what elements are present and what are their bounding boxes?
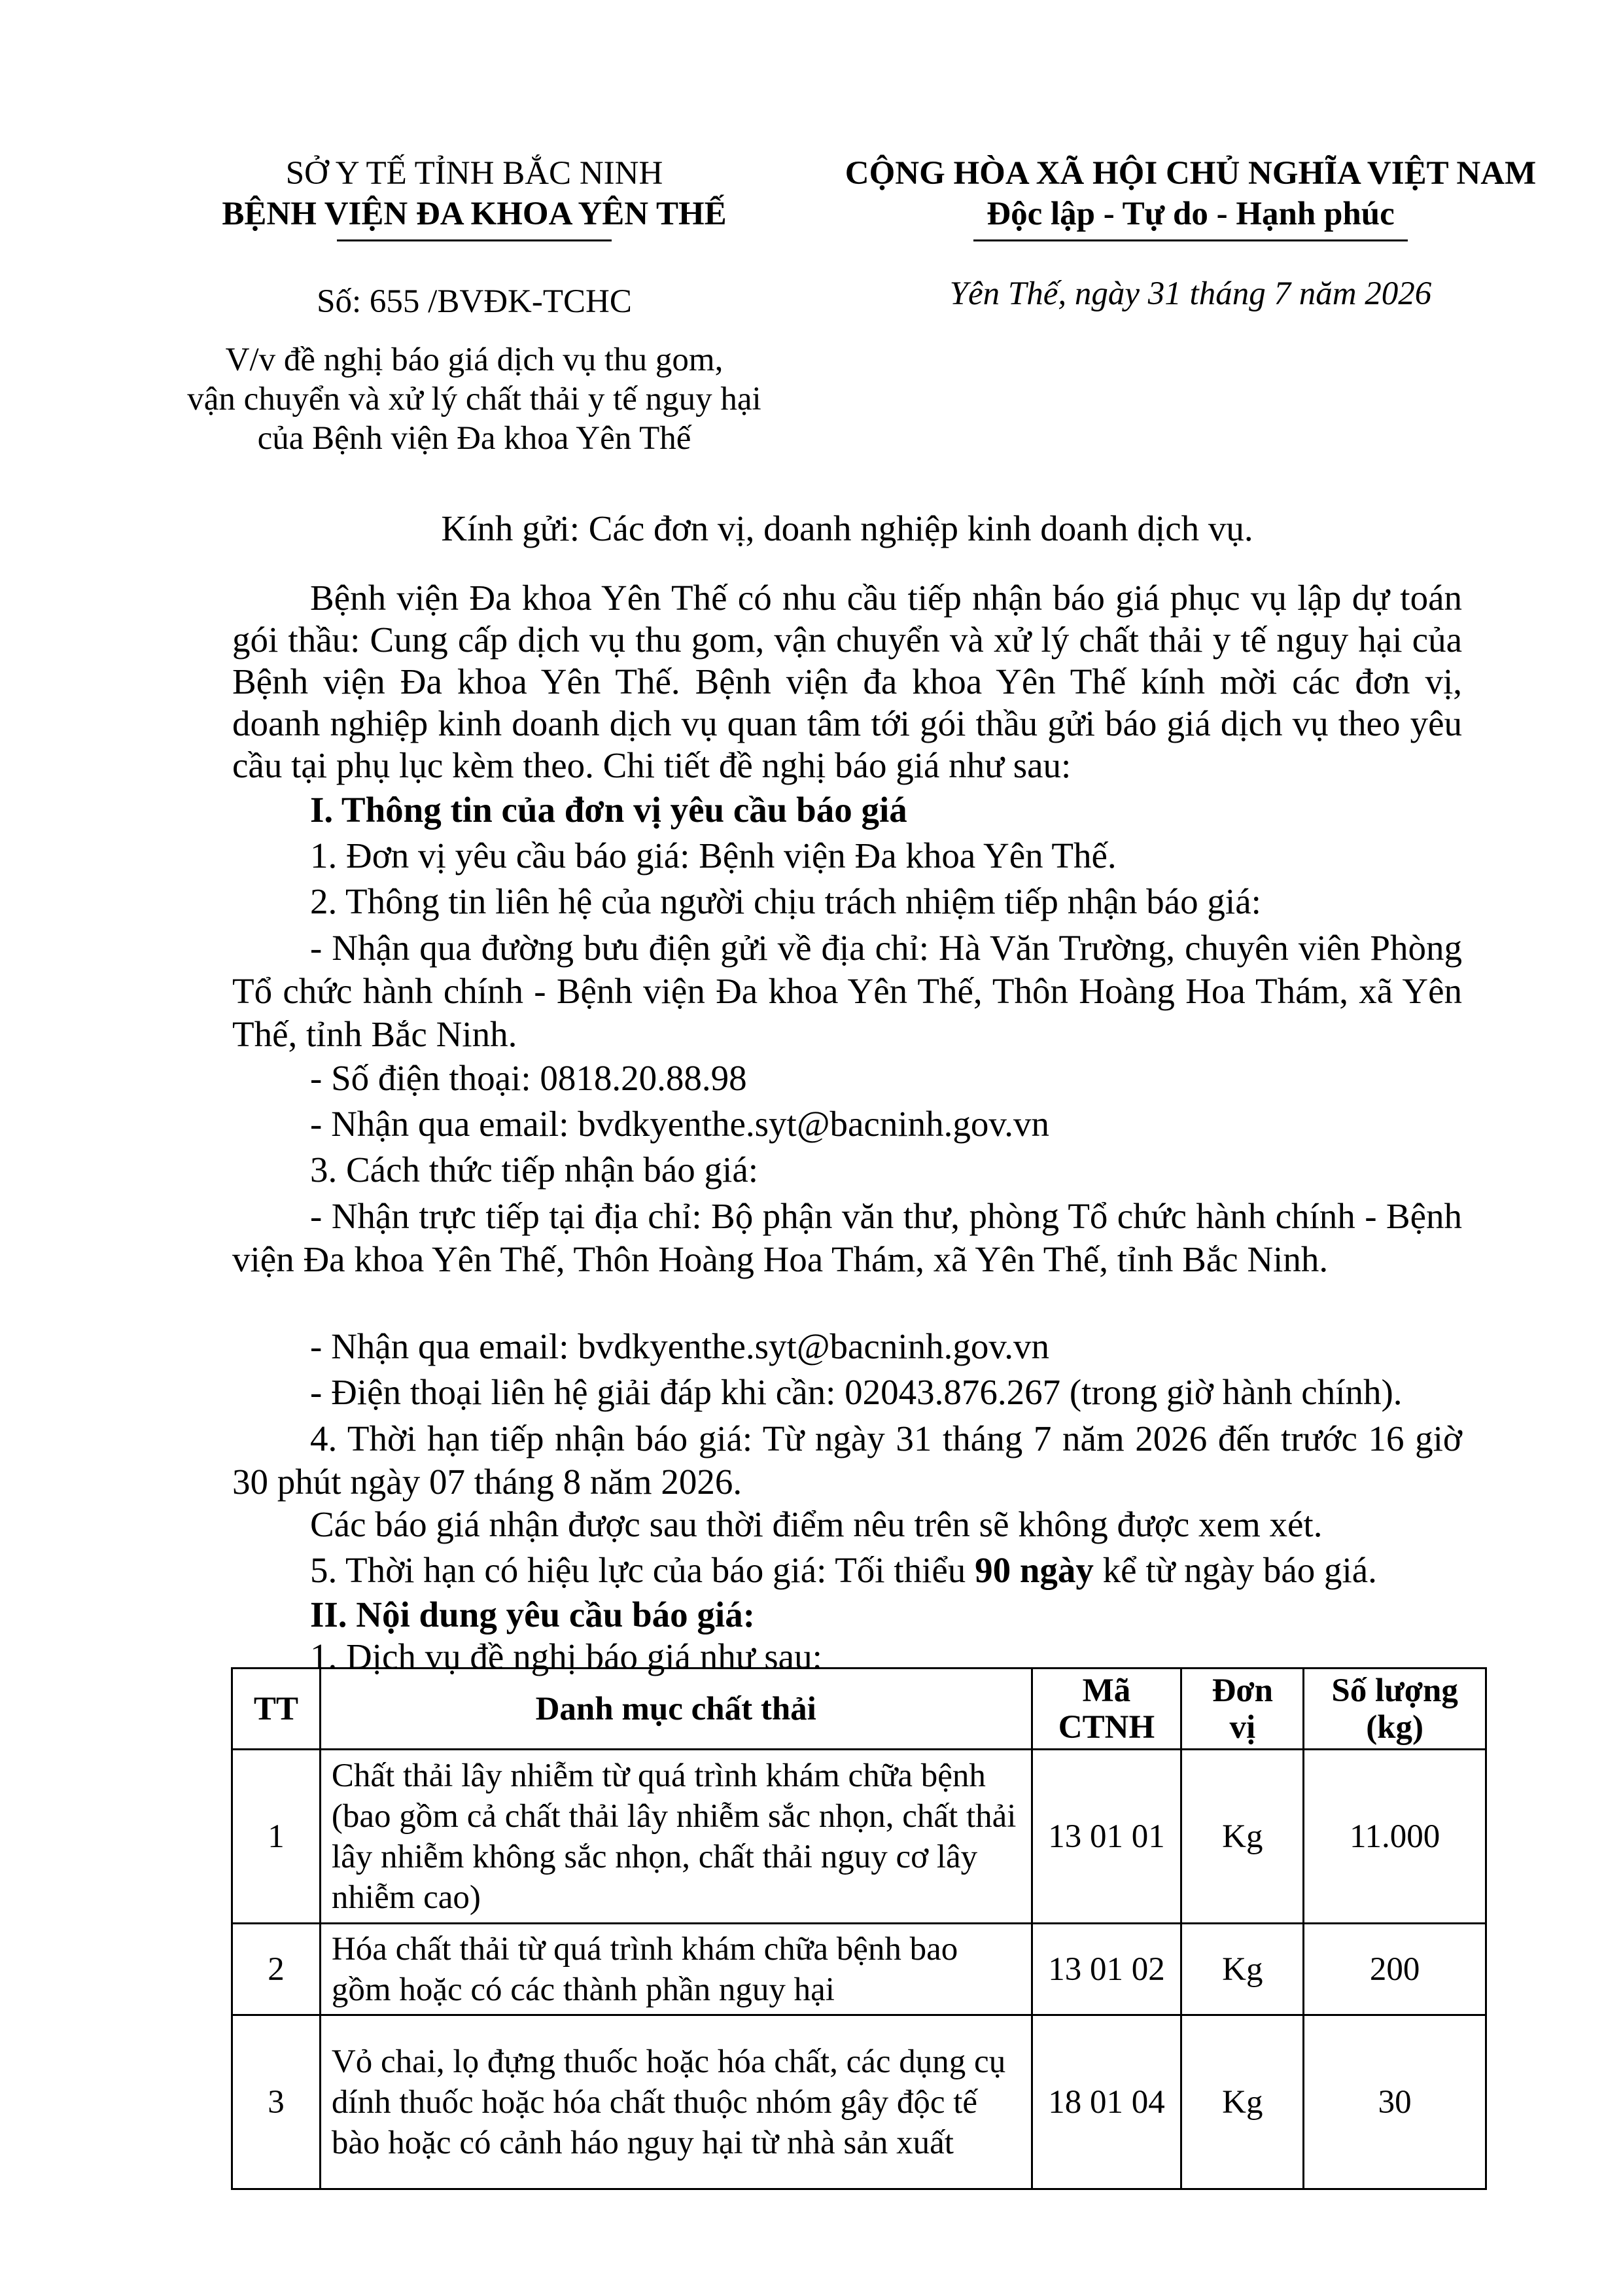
national-motto: Độc lập - Tự do - Hạnh phúc xyxy=(986,196,1395,232)
document-subject xyxy=(167,340,782,458)
quote-validity xyxy=(310,1549,1462,1591)
row-quantity: 200 xyxy=(1304,1924,1486,2015)
header-quantity-line-1: Số lượng xyxy=(1331,1672,1458,1709)
recipient-line: Kính gửi: Các đơn vị, doanh nghiệp kinh doanh dịch vụ. xyxy=(441,508,1253,548)
header-unit xyxy=(1181,1669,1304,1750)
subject-line-1: V/v đề nghị báo giá dịch vụ thu gom, xyxy=(225,342,724,378)
row-waste-name: Vỏ chai, lọ đựng thuốc hoặc hóa chất, các dụng cụ dính thuốc hoặc hóa chất thuộc nhóm gây độc tế bào hoặc có cảnh háo nguy hại từ nhà sản xuất xyxy=(320,2015,1032,2189)
header-right-underline xyxy=(973,239,1408,241)
intro-paragraph: Bệnh viện Đa khoa Yên Thế có nhu cầu tiếp nhận báo giá phục vụ lập dự toán gói thầu: Cung cấp dịch vụ thu gom, vận chuyển và xử lý chất thải y tế nguy hại của Bệnh viện Đa khoa Yên Thế. Bệnh viện đa khoa Yên Thế kính mời các đơn vị, doanh nghiệp kinh doanh dịch vụ quan tâm tới gói thầu gửi báo giá dịch vụ theo yêu cầu tại phụ lục kèm theo. Chi tiết đề nghị báo giá như sau: xyxy=(232,578,1462,785)
header-left-underline xyxy=(337,239,612,241)
waste-services-table xyxy=(231,1667,1487,2190)
quote-validity-pre: 5. Thời hạn có hiệu lực của báo giá: Tối thiểu xyxy=(310,1550,975,1590)
header-quantity-line-2: (kg) xyxy=(1366,1708,1424,1746)
national-title: CỘNG HÒA XÃ HỘI CHỦ NGHĨA VIỆT NAM xyxy=(845,155,1537,192)
row-waste-name: Chất thải lây nhiễm từ quá trình khám chữa bệnh (bao gồm cả chất thải lây nhiễm sắc nhọn, chất thải lây nhiễm không sắc nhọn, chất thải nguy cơ lây nhiễm cao) xyxy=(320,1750,1032,1924)
row-tt: 1 xyxy=(232,1750,321,1924)
support-phone: - Điện thoại liên hệ giải đáp khi cần: 02043.876.267 (trong giờ hành chính). xyxy=(310,1372,1403,1412)
contact-info-heading: 2. Thông tin liên hệ của người chịu trách nhiệm tiếp nhận báo giá: xyxy=(310,881,1261,921)
receiving-deadline: 4. Thời hạn tiếp nhận báo giá: Từ ngày 31 tháng 7 năm 2026 đến trước 16 giờ 30 phút ngày 07 tháng 8 năm 2026. xyxy=(232,1419,1462,1502)
header-tt: TT xyxy=(232,1669,321,1750)
row-quantity: 11.000 xyxy=(1304,1750,1486,1924)
row-quantity: 30 xyxy=(1304,2015,1486,2189)
document-number: Số: 655 /BVĐK-TCHC xyxy=(317,283,632,320)
receipt-email: - Nhận qua email: bvdkyenthe.syt@bacninh.gov.vn xyxy=(310,1326,1050,1366)
table-row xyxy=(232,1750,1486,1924)
row-code: 13 01 02 xyxy=(1032,1924,1181,2015)
quote-validity-post: kể từ ngày báo giá. xyxy=(1093,1550,1377,1590)
document-date: Yên Thế, ngày 31 tháng 7 năm 2026 xyxy=(949,275,1432,312)
contact-email: - Nhận qua email: bvdkyenthe.syt@bacninh.gov.vn xyxy=(310,1104,1050,1144)
contact-phone: - Số điện thoại: 0818.20.88.98 xyxy=(310,1058,747,1098)
issuing-organization: BỆNH VIỆN ĐA KHOA YÊN THẾ xyxy=(222,196,727,232)
subject-line-3: của Bệnh viện Đa khoa Yên Thế xyxy=(257,420,691,457)
row-unit: Kg xyxy=(1181,1750,1304,1924)
section-2-heading: II. Nội dung yêu cầu báo giá: xyxy=(310,1595,756,1634)
header-unit-line-1: Đơn xyxy=(1212,1672,1274,1709)
header-code xyxy=(1032,1669,1181,1750)
row-unit: Kg xyxy=(1181,2015,1304,2189)
header-code-line-1: Mã xyxy=(1082,1672,1131,1709)
issuing-authority: SỞ Y TẾ TỈNH BẮC NINH xyxy=(285,155,663,192)
header-quantity xyxy=(1304,1669,1486,1750)
requesting-unit: 1. Đơn vị yêu cầu báo giá: Bệnh viện Đa khoa Yên Thế. xyxy=(310,836,1117,875)
table-header-row xyxy=(232,1669,1486,1750)
header-waste-name: Danh mục chất thải xyxy=(320,1669,1032,1750)
row-tt: 3 xyxy=(232,2015,321,2189)
row-tt: 2 xyxy=(232,1924,321,2015)
receiving-method-heading: 3. Cách thức tiếp nhận báo giá: xyxy=(310,1150,759,1190)
row-code: 13 01 01 xyxy=(1032,1750,1181,1924)
table-row xyxy=(232,1924,1486,2015)
row-unit: Kg xyxy=(1181,1924,1304,2015)
row-code: 18 01 04 xyxy=(1032,2015,1181,2189)
header-code-line-2: CTNH xyxy=(1058,1708,1155,1746)
service-list-intro: 1. Dịch vụ đề nghị báo giá như sau: xyxy=(310,1636,822,1676)
header-unit-line-2: vị xyxy=(1229,1708,1256,1746)
quote-validity-days: 90 ngày xyxy=(975,1550,1094,1590)
postal-address: - Nhận qua đường bưu điện gửi về địa chỉ: Hà Văn Trường, chuyên viên Phòng Tổ chức hành chính - Bệnh viện Đa khoa Yên Thế, Thôn Hoàng Hoa Thám, xã Yên Thế, tỉnh Bắc Ninh. xyxy=(232,928,1462,1054)
subject-line-2: vận chuyển và xử lý chất thải y tế nguy hại xyxy=(187,381,761,417)
row-waste-name: Hóa chất thải từ quá trình khám chữa bệnh bao gồm hoặc có các thành phần nguy hại xyxy=(320,1924,1032,2015)
section-1-heading: I. Thông tin của đơn vị yêu cầu báo giá xyxy=(310,790,907,830)
direct-receipt-address: - Nhận trực tiếp tại địa chỉ: Bộ phận văn thư, phòng Tổ chức hành chính - Bệnh viện Đa khoa Yên Thế, Thôn Hoàng Hoa Thám, xã Yên Thế, tỉnh Bắc Ninh. xyxy=(232,1196,1462,1279)
late-quote-note: Các báo giá nhận được sau thời điểm nêu trên sẽ không được xem xét. xyxy=(310,1504,1323,1544)
table-row xyxy=(232,2015,1486,2189)
